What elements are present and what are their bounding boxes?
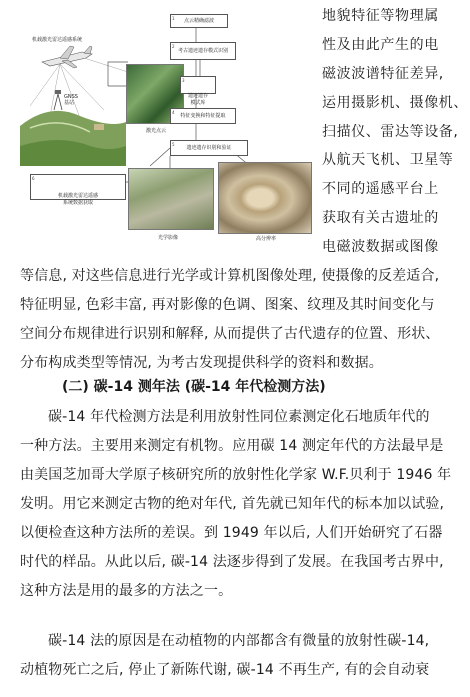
side-line: 地貌特征等物理属 (322, 8, 439, 24)
text-line: 碳-14 法的原因是在动植物的内部都含有微量的放射性碳-14, (48, 633, 430, 649)
gnss-station-icon (54, 90, 62, 110)
text-line: 这种方法是用的最多的方法之一。 (20, 583, 233, 599)
text-line: 空间分布规律进行识别和解释, 从而提供了古代遗存的位置、形状、 (20, 326, 440, 342)
gnss-label: GNSS 基站 (64, 94, 78, 106)
text-line: 一种方法。主要用来测定有机物。应用碳 14 测定年代的方法最早是 (20, 438, 444, 454)
text-line: 由美国芝加哥大学原子核研究所的放射性化学家 W.F.贝利于 1946 年 (20, 467, 452, 483)
section-heading: (二) 碳-14 测年法 (碳-14 年代检测方法) (62, 379, 326, 395)
side-line: 获取有关古遗址的 (322, 210, 439, 226)
lidar-workflow-figure (20, 6, 316, 244)
box-point-cloud-filtering: 1 点云精确滤波 (170, 14, 228, 28)
side-line: 电磁波数据或图像 (322, 239, 439, 255)
side-line: 性及由此产生的电 (322, 37, 439, 53)
point-cloud-caption: 激光点云 (146, 128, 167, 134)
text-line: 时代的样品。从此以后, 碳-14 法逐步得到了发展。在我国考古界中, (20, 554, 444, 570)
lidar-system-label: 机载激光雷达遥感系统 (32, 37, 83, 43)
box-data-acquisition: 6 机载激光雷达遥感 系统数据获取 (30, 174, 126, 200)
aircraft-icon (42, 46, 92, 68)
optical-imagery-image (128, 168, 214, 230)
box-pattern-recognition: 2 考古遗迹遗存模式识别 (170, 42, 236, 60)
text-line: 特征明显, 色彩丰富, 再对影像的色调、图案、纹理及其时间变化与 (20, 297, 435, 313)
terrain-illustration (20, 111, 126, 166)
side-line: 扫描仪、雷达等设备, (322, 124, 459, 140)
box-identification-verification: 5 遗迹遗存识别和验证 (170, 140, 248, 156)
side-line: 磁波波谱特征差异, (322, 66, 444, 82)
optical-caption: 光学影像 (158, 235, 179, 241)
box-pattern-library: 3 遗迹遗存 模式库 (180, 76, 216, 94)
side-line: 不同的遥感平台上 (322, 181, 439, 197)
text-line: 动植物死亡之后, 停止了新陈代谢, 碳-14 不再生产, 有的会自动衰 (20, 662, 430, 678)
text-line: 分布构成类型等情况, 为考古发现提供科学的资料和数据。 (20, 355, 383, 371)
text-line: 等信息, 对这些信息进行光学或计算机图像处理, 使摄像的反差适合, (20, 268, 440, 284)
text-line: 以便检查这种方法所的差误。到 1949 年以后, 人们开始研究了石器 (20, 525, 443, 541)
scan-lines (30, 58, 128, 118)
side-line: 运用摄影机、摄像机、 (322, 95, 468, 111)
text-line: 发明。用它来测定古物的绝对年代, 首先就已知年代的标本加以试验, (20, 496, 445, 512)
dem-caption: 高分辨率 (256, 236, 277, 242)
text-line: 碳-14 年代检测方法是利用放射性同位素测定化石地质年代的 (48, 409, 430, 425)
box-feature-extraction: 4 特征变换和特征提取 (170, 108, 236, 124)
high-resolution-dem-image (218, 162, 312, 234)
side-line: 从航天飞机、卫星等 (322, 152, 454, 168)
